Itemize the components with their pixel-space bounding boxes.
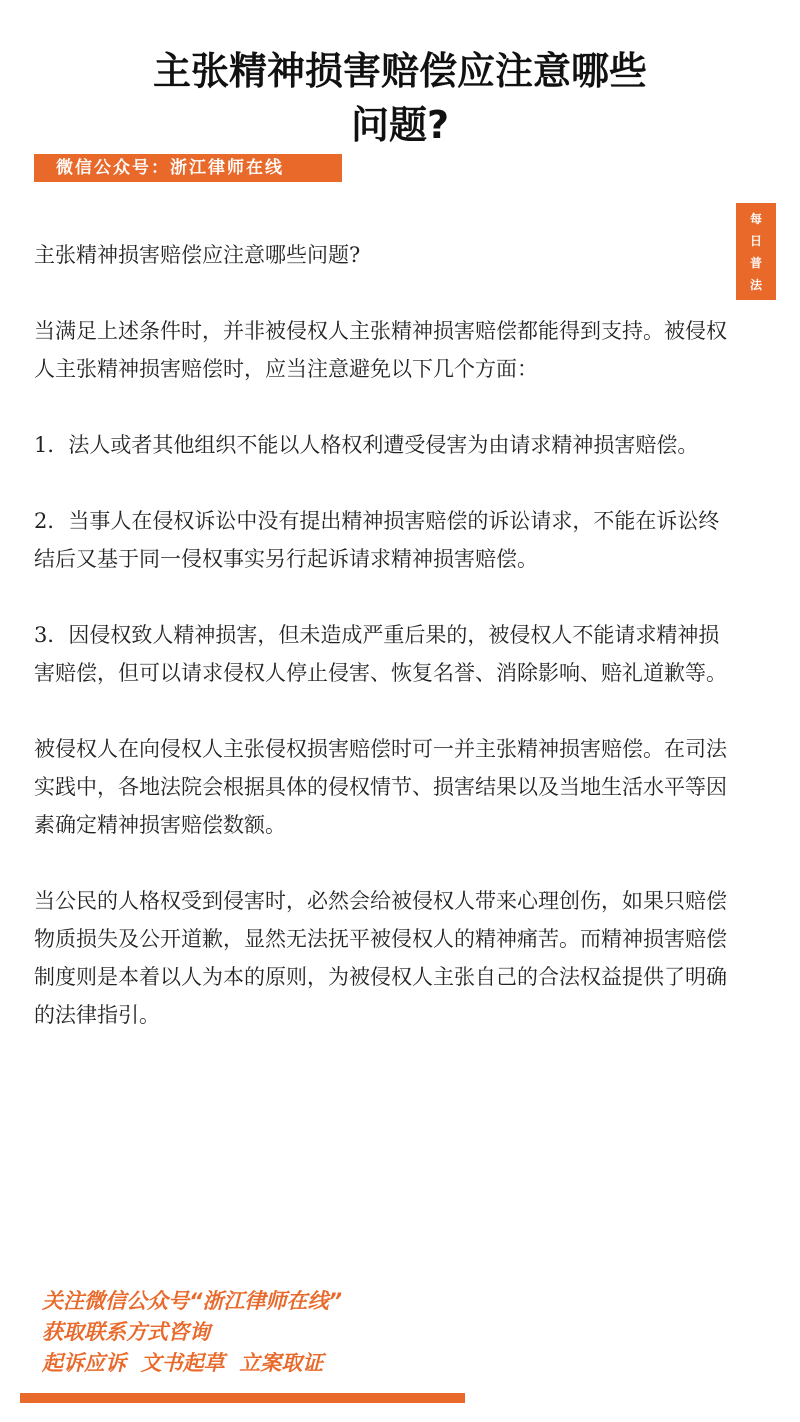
- article-paragraph: 被侵权人在向侵权人主张侵权损害赔偿时可一并主张精神损害赔偿。在司法实践中，各地法院会根据具体的侵权情节、损害结果以及当地生活水平等因素确定精神损害赔偿数额。: [34, 737, 727, 837]
- footer-promo-line-3: 起诉应诉 文书起草 立案取证: [42, 1351, 324, 1375]
- daily-law-tag-char: 法: [749, 277, 762, 292]
- page-title-line-2: 问题?: [350, 103, 450, 147]
- daily-law-tag-char: 普: [749, 255, 762, 270]
- article-body: [34, 236, 738, 1072]
- page-title: [40, 44, 760, 152]
- article-paragraph: 3．因侵权致人精神损害，但未造成严重后果的，被侵权人不能请求精神损害赔偿，但可以请求侵权人停止侵害、恢复名誉、消除影响、赔礼道歉等。: [34, 623, 727, 685]
- article-paragraph: 2．当事人在侵权诉讼中没有提出精神损害赔偿的诉讼请求，不能在诉讼终结后又基于同一侵权事实另行起诉请求精神损害赔偿。: [34, 509, 720, 571]
- footer-promo-line-2: 获取联系方式咨询: [42, 1320, 210, 1344]
- article-paragraph: 当满足上述条件时，并非被侵权人主张精神损害赔偿都能得到支持。被侵权人主张精神损害赔偿时，应当注意避免以下几个方面：: [34, 319, 727, 381]
- page-title-line-1: 主张精神损害赔偿应注意哪些: [152, 49, 647, 93]
- footer-promo-line-1: 关注微信公众号“浙江律师在线”: [42, 1289, 343, 1313]
- daily-law-tag: [736, 203, 776, 300]
- daily-law-tag-char: 每: [749, 211, 762, 226]
- article-paragraph: 1．法人或者其他组织不能以人格权利遭受侵害为由请求精神损害赔偿。: [34, 433, 699, 457]
- footer-divider-bar: [20, 1393, 465, 1403]
- footer-promo: [42, 1286, 342, 1379]
- article-question: 主张精神损害赔偿应注意哪些问题?: [34, 243, 361, 267]
- daily-law-tag-char: 日: [749, 233, 762, 248]
- account-banner: 微信公众号：浙江律师在线: [34, 154, 342, 182]
- article-paragraph: 当公民的人格权受到侵害时，必然会给被侵权人带来心理创伤，如果只赔偿物质损失及公开道歉，显然无法抚平被侵权人的精神痛苦。而精神损害赔偿制度则是本着以人为本的原则，为被侵权人主张自己的合法权益提供了明确的法律指引。: [34, 889, 727, 1027]
